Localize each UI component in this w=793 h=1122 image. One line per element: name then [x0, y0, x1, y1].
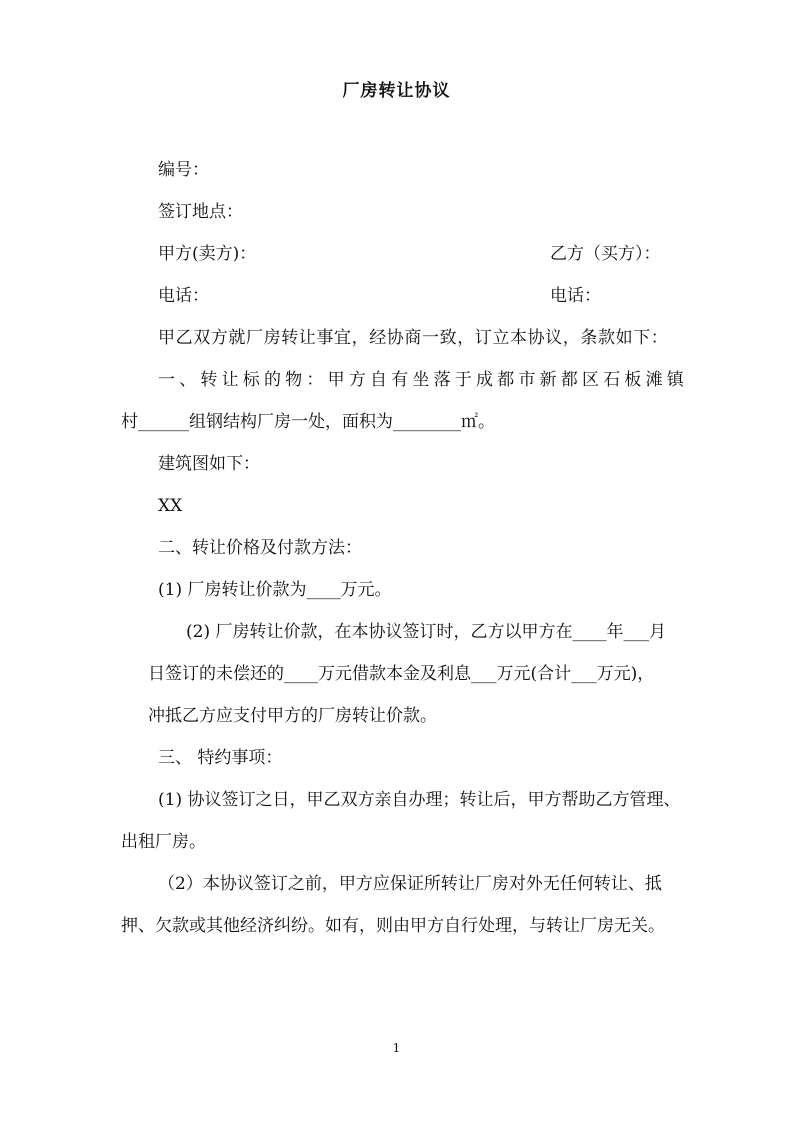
clause1-line1: 一、转让标的物：甲方自有坐落于成都市新都区石板滩镇: [158, 370, 688, 390]
document-title: 厂房转让协议: [342, 81, 451, 101]
clause3-heading: 三、 特约事项：: [158, 748, 283, 768]
intro-paragraph: 甲乙双方就厂房转让事宜，经协商一致，订立本协议，条款如下：: [158, 328, 669, 348]
field-party-a: 甲方(卖方)：: [158, 244, 257, 264]
field-phone-a: 电话：: [158, 286, 209, 306]
field-number: 编号：: [158, 160, 209, 180]
clause2-heading: 二、转让价格及付款方法：: [158, 538, 362, 558]
clause3-item2-line2: 押、欠款或其他经济纠纷。如有，则由甲方自行处理，与转让厂房无关。: [121, 916, 665, 936]
drawing-value: XX: [158, 496, 183, 516]
clause3-item2-line1: （2）本协议签订之前，甲方应保证所转让厂房对外无任何转让、抵: [158, 874, 662, 894]
clause2-item1: (1) 厂房转让价款为____万元。: [158, 580, 392, 600]
field-location: 签订地点：: [158, 202, 243, 222]
clause3-item1-line1: (1) 协议签订之日，甲乙双方亲自办理；转让后，甲方帮助乙方管理、: [158, 790, 681, 810]
drawing-label: 建筑图如下：: [158, 454, 260, 474]
field-party-b: 乙方（买方）：: [550, 244, 661, 264]
field-phone-b: 电话：: [550, 286, 601, 306]
clause2-item2-line3: 冲抵乙方应支付甲方的厂房转让价款。: [148, 706, 437, 726]
clause2-item2-line2: 日签订的未偿还的____万元借款本金及利息___万元(合计___万元)，: [148, 664, 655, 684]
clause1-line2: 村______组钢结构厂房一处，面积为________㎡。: [121, 412, 495, 432]
clause3-item1-line2: 出租厂房。: [121, 832, 206, 852]
page-number: 1: [392, 1041, 401, 1055]
clause2-item2-line1: (2) 厂房转让价款，在本协议签订时，乙方以甲方在____年___月: [186, 622, 666, 642]
